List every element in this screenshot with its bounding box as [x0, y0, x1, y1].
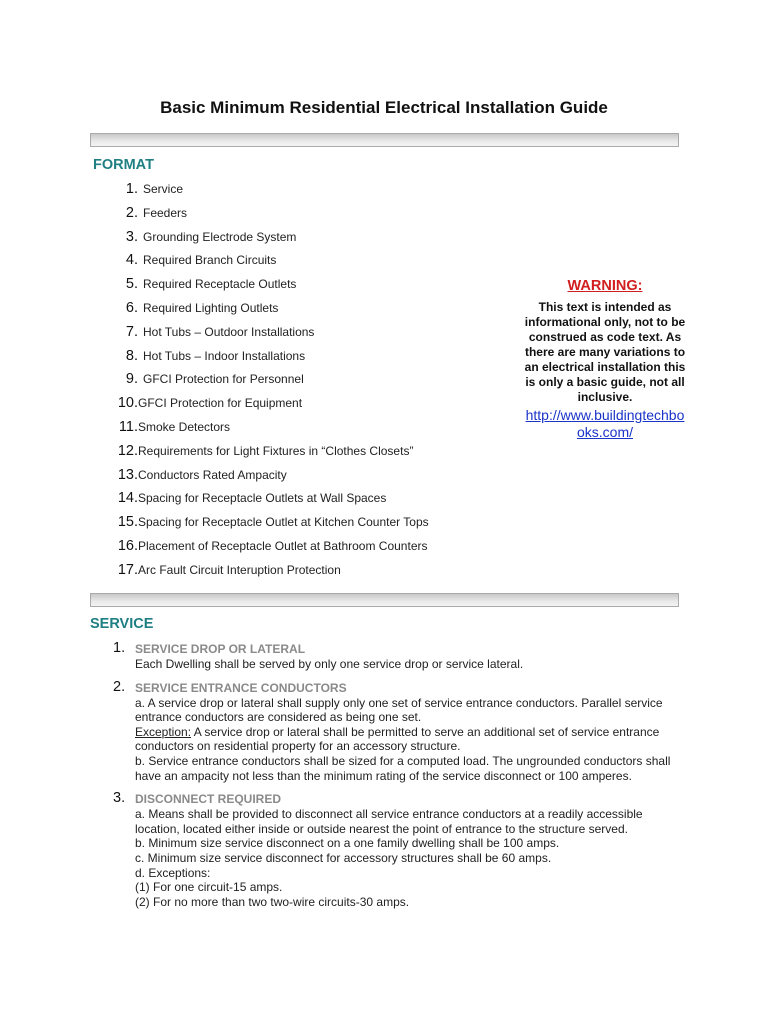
list-item: [113, 252, 429, 276]
item-number: 9.: [125, 371, 138, 388]
item-label: Required Lighting Outlets: [143, 300, 279, 315]
item-number: 10.: [117, 395, 138, 412]
item-text: a. Means shall be provided to disconnect all service entrance conductors at a readily accessible location, located either inside or outside nearest the point of entrance to the structure served.: [135, 807, 643, 836]
list-item: [113, 276, 429, 300]
item-label: Required Branch Circuits: [143, 253, 277, 268]
list-item: [113, 371, 429, 395]
item-label: Feeders: [143, 205, 188, 220]
item-text: b. Minimum size service disconnect on a one family dwelling shall be 100 amps.: [135, 836, 560, 851]
list-item: [113, 679, 673, 784]
item-title: SERVICE ENTRANCE CONDUCTORS: [135, 680, 347, 695]
list-item: [113, 419, 429, 443]
list-item: [113, 562, 429, 586]
item-number: 1.: [113, 640, 126, 656]
item-label: Requirements for Light Fixtures in “Clothes Closets”: [138, 443, 414, 458]
exception-text: A service drop or lateral shall be permitted to serve an additional set of service entrance conductors on residential property for an accessory structure.: [135, 724, 660, 754]
item-title: DISCONNECT REQUIRED: [135, 792, 282, 807]
list-item: [113, 229, 429, 253]
item-label: Hot Tubs – Outdoor Installations: [143, 324, 315, 339]
item-number: 4.: [125, 252, 138, 269]
item-number: 8.: [125, 347, 138, 364]
item-label: Required Receptacle Outlets: [143, 277, 297, 292]
item-label: Conductors Rated Ampacity: [138, 467, 287, 482]
list-item: [113, 181, 429, 205]
item-number: 16.: [117, 537, 138, 554]
item-label: GFCI Protection for Personnel: [143, 372, 304, 387]
website-link[interactable]: http://www.buildingtechbooks.com/: [525, 407, 685, 440]
item-number: 3.: [125, 228, 138, 245]
section-divider: [90, 593, 679, 607]
format-list: [113, 181, 429, 586]
list-item: [113, 514, 429, 538]
item-number: 5.: [125, 276, 138, 293]
list-item: [113, 324, 429, 348]
item-text: (1) For one circuit-15 amps.: [135, 880, 283, 895]
item-text: b. Service entrance conductors shall be sized for a computed load. The ungrounded conductors shall have an ampacity not less than the minimum rating of the service disconnect or 100 amperes.: [135, 753, 671, 783]
item-label: Arc Fault Circuit Interuption Protection: [138, 562, 341, 577]
list-item: [113, 443, 429, 467]
item-label: Placement of Receptacle Outlet at Bathroom Counters: [138, 538, 428, 553]
format-heading: FORMAT: [93, 157, 154, 173]
item-number: 7.: [125, 323, 138, 340]
item-number: 13.: [117, 466, 138, 483]
item-number: 2.: [125, 204, 138, 221]
item-label: Spacing for Receptacle Outlet at Kitchen Counter Tops: [138, 515, 429, 530]
warning-text: This text is intended as informational only, not to be construed as code text. As there are many variations to an electrical installation this is only a basic guide, not all inclusive.: [524, 300, 686, 404]
item-label: Hot Tubs – Indoor Installations: [143, 348, 306, 363]
item-number: 12.: [117, 442, 138, 459]
exception-label: Exception:: [135, 724, 192, 739]
item-number: 14.: [117, 490, 138, 507]
item-label: GFCI Protection for Equipment: [138, 396, 303, 411]
item-label: Smoke Detectors: [138, 419, 231, 434]
list-item: [113, 490, 429, 514]
section-divider: [90, 133, 679, 147]
item-number: 2.: [113, 678, 126, 695]
list-item: [113, 205, 429, 229]
list-item: [113, 790, 673, 909]
item-number: 1.: [125, 181, 138, 197]
item-number: 17.: [117, 561, 138, 578]
item-text: Each Dwelling shall be served by only one service drop or service lateral.: [135, 657, 524, 671]
service-list: [113, 640, 673, 916]
warning-box: [524, 278, 686, 441]
item-label: Grounding Electrode System: [143, 229, 297, 244]
list-item: [113, 300, 429, 324]
list-item: [113, 395, 429, 419]
item-number: 3.: [113, 790, 126, 807]
service-heading: SERVICE: [90, 616, 154, 632]
item-label: Spacing for Receptacle Outlets at Wall Spaces: [138, 491, 387, 506]
item-text: c. Minimum size service disconnect for accessory structures shall be 60 amps.: [135, 850, 552, 865]
item-label: Service: [143, 182, 184, 196]
list-item: [113, 640, 673, 672]
item-text: a. A service drop or lateral shall supply only one set of service entrance conductors. Parallel service entrance conductors are considered as being one set.: [135, 695, 663, 725]
list-item: [113, 348, 429, 372]
document-title: Basic Minimum Residential Electrical Installation Guide: [160, 98, 608, 117]
item-text: d. Exceptions:: [135, 865, 211, 880]
item-number: 6.: [125, 299, 138, 316]
exception-paragraph: [135, 725, 673, 754]
item-number: 11.: [118, 418, 138, 435]
item-title: SERVICE DROP OR LATERAL: [135, 642, 306, 656]
warning-title: WARNING:: [567, 278, 643, 294]
item-number: 15.: [117, 514, 138, 531]
list-item: [113, 538, 429, 562]
list-item: [113, 467, 429, 491]
item-text: (2) For no more than two two-wire circuits-30 amps.: [135, 894, 410, 909]
